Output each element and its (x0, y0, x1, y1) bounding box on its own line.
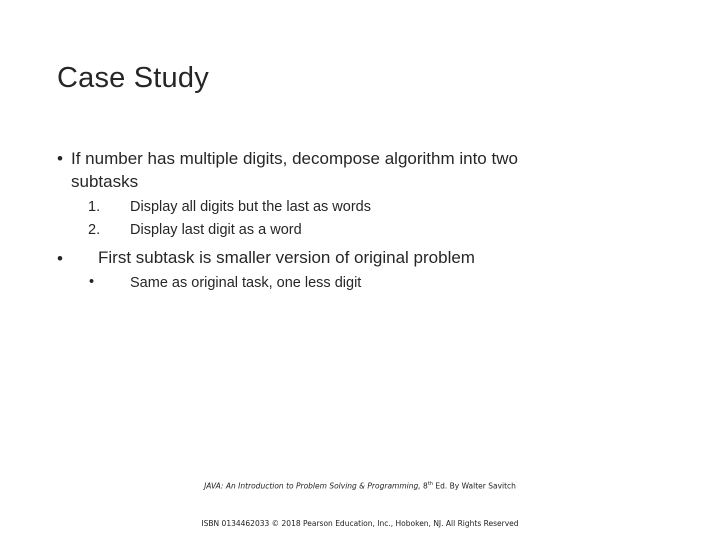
footer-edition-num: 8 (423, 481, 428, 491)
footer-book-title: JAVA: An Introduction to Problem Solving & Programming, (204, 481, 421, 491)
footer-edition-rest: Ed. By Walter Savitch (432, 481, 516, 491)
slide-title: Case Study (57, 62, 209, 94)
subitem-1-marker: 1. (88, 199, 101, 215)
subitem-2-marker: 2. (88, 222, 101, 238)
bullet-1-text-line1: If number has multiple digits, decompose algorithm into two (71, 149, 518, 168)
subitem-3-marker: • (89, 274, 95, 290)
bullet-1-marker: • (57, 149, 63, 168)
footer-line-2: ISBN 0134462033 © 2018 Pearson Education, Inc., Hoboken, NJ. All Rights Reserved (201, 519, 519, 528)
footer-line-1 (0, 478, 720, 493)
subitem-3-text: Same as original task, one less digit (130, 275, 362, 291)
subitem-2-text: Display last digit as a word (130, 222, 302, 238)
bullet-2-text: First subtask is smaller version of original problem (98, 248, 475, 267)
bullet-2-marker: • (57, 249, 63, 268)
footer-edition-sup: th (427, 481, 433, 487)
bullet-1-text-line2: subtasks (71, 172, 139, 191)
subitem-1-text: Display all digits but the last as words (130, 199, 371, 215)
